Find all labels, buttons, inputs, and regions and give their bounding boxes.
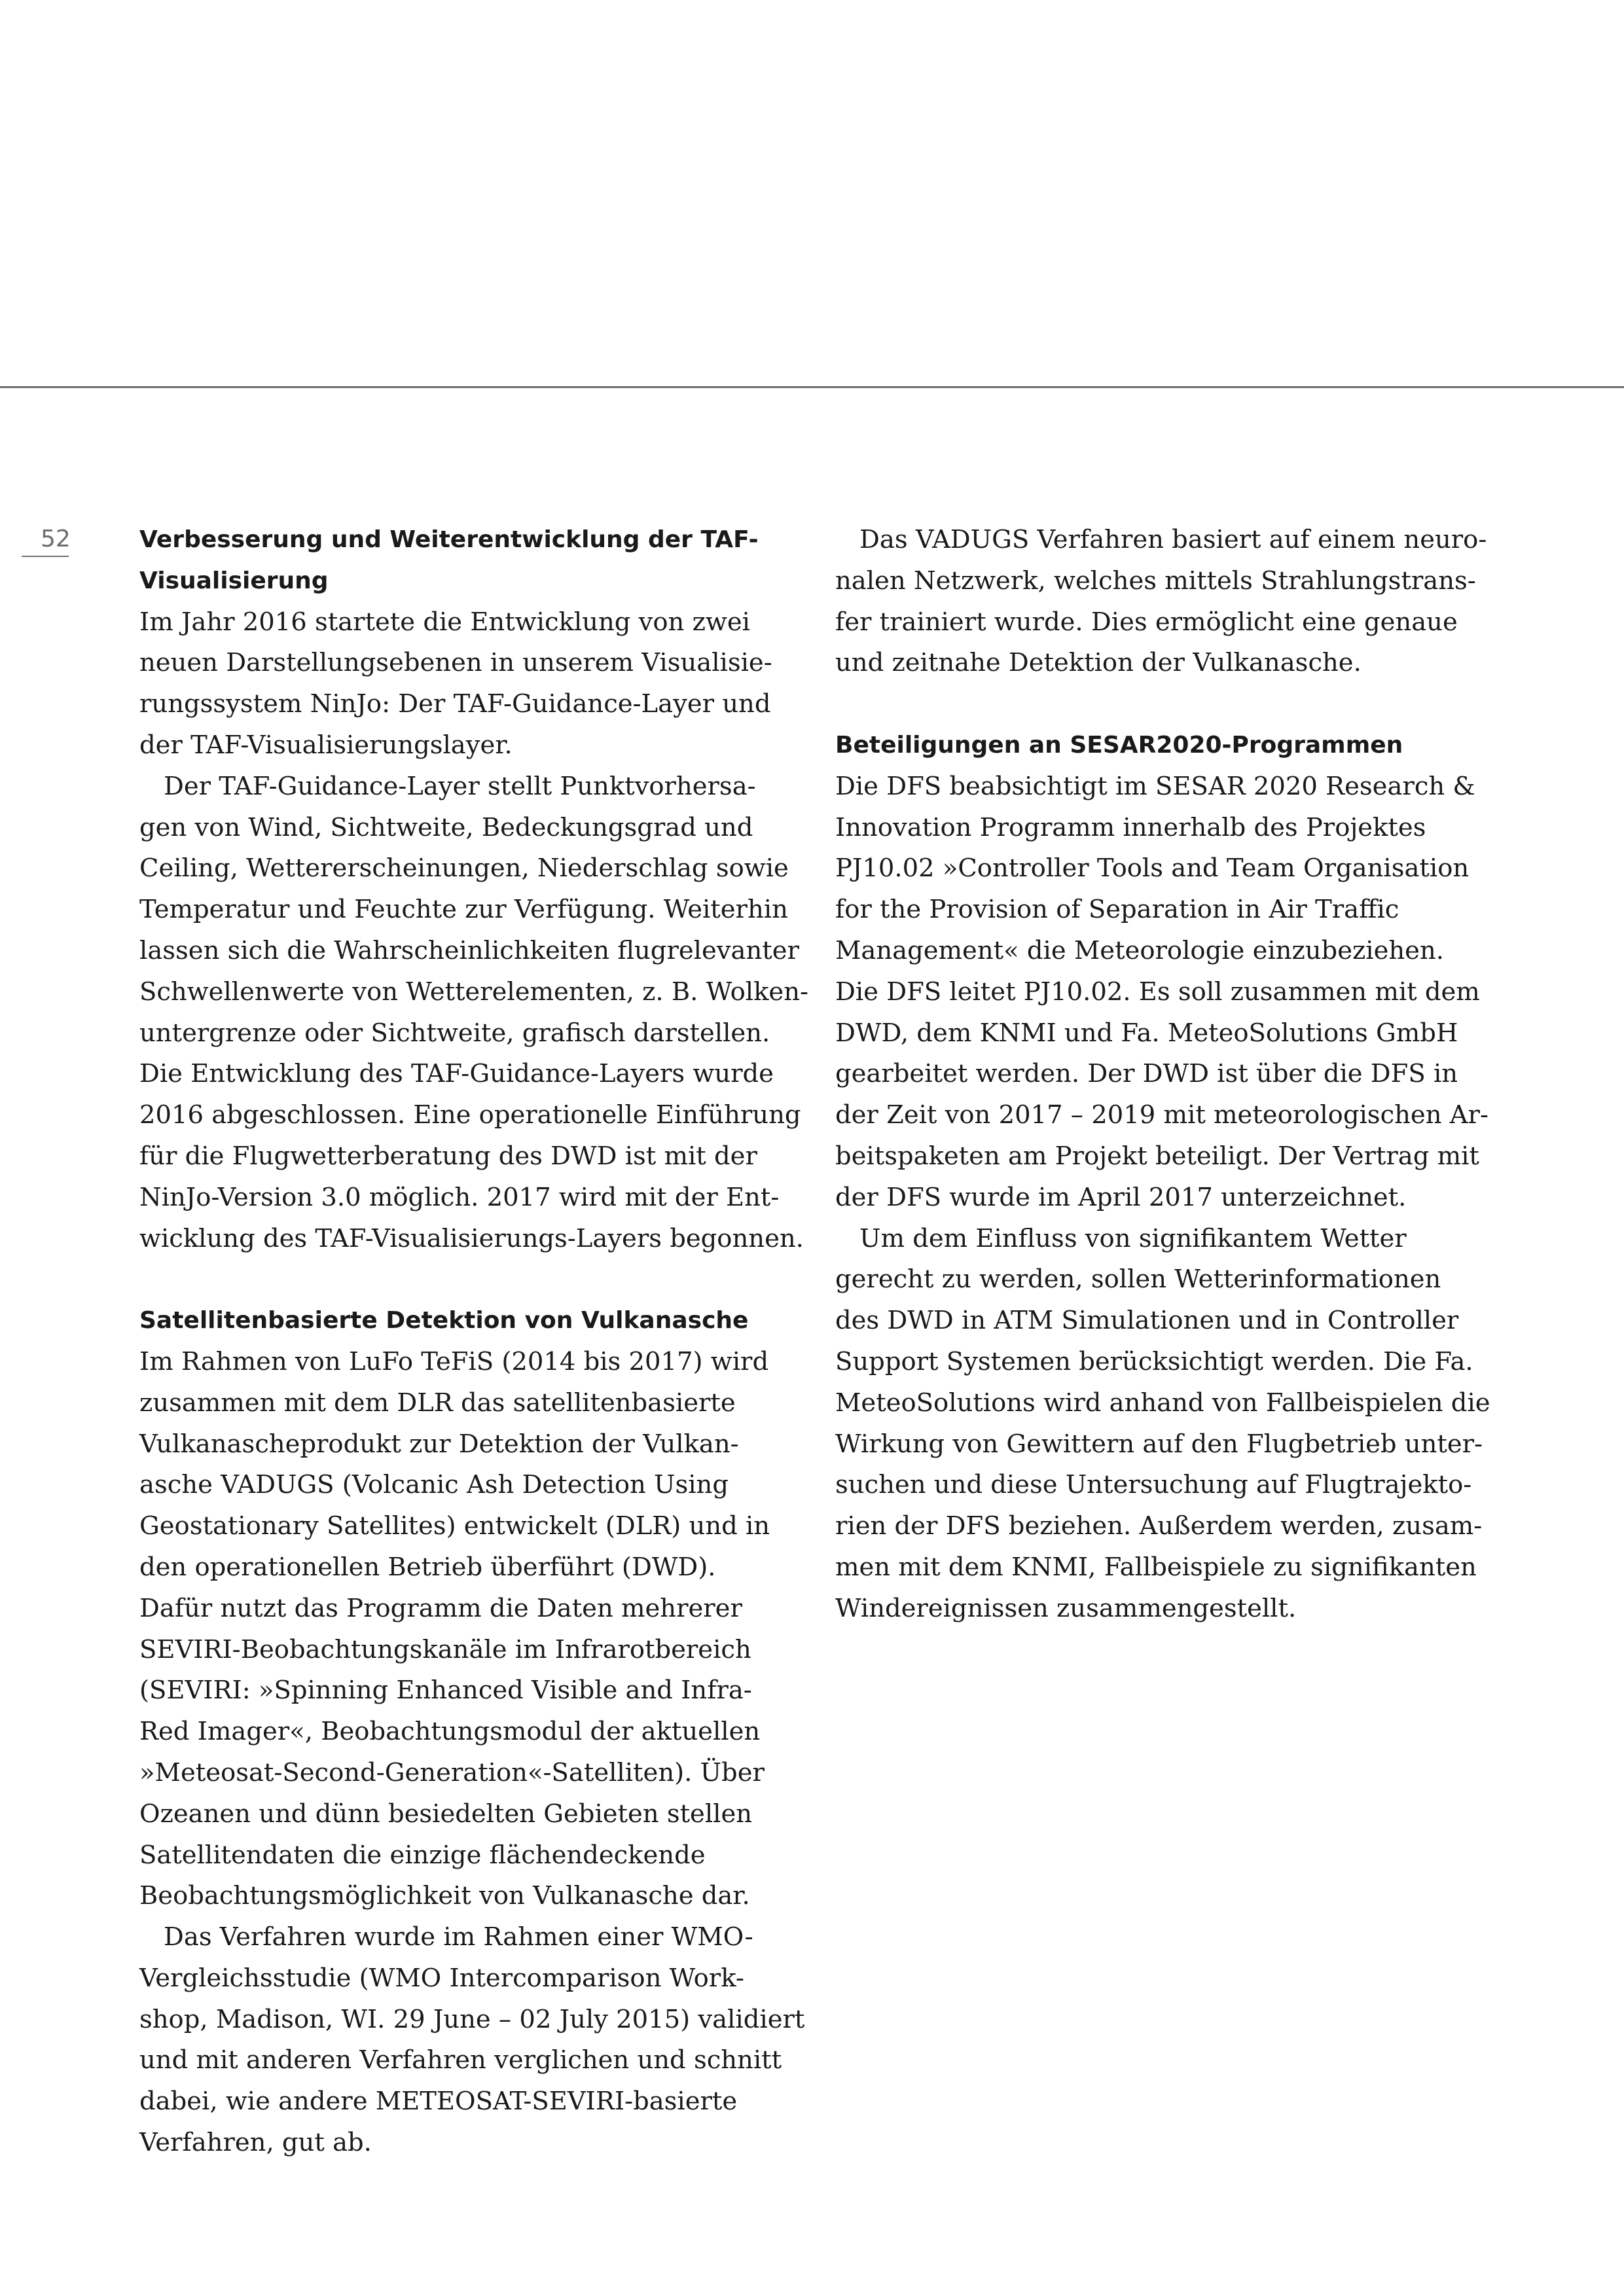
text-line: shop, Madison, WI. 29 June – 02 July 2015) validiert (139, 2004, 805, 2034)
left-column (139, 520, 809, 2164)
text-line: Satellitendaten die einzige flächendeckende (139, 1840, 706, 1870)
header-rule (0, 386, 1624, 388)
text-line: Die DFS leitet PJ10.02. Es soll zusammen mit dem (835, 977, 1480, 1007)
text-line: Das Verfahren wurde im Rahmen einer WMO- (164, 1922, 753, 1952)
paragraph (835, 1219, 1496, 1630)
text-line: wicklung des TAF-Visualisierungs-Layers begonnen. (139, 1223, 804, 1253)
section-spacer (835, 684, 1496, 725)
text-line: Dafür nutzt das Programm die Daten mehrerer (139, 1593, 742, 1623)
section-vulkanasche (139, 1300, 805, 2164)
page-number: 52 (41, 526, 71, 552)
text-line: Ozeanen und dünn besiedelten Gebieten stellen (139, 1799, 753, 1829)
text-line: for the Provision of Separation in Air Traffic (835, 895, 1399, 925)
paragraph-vadugs (835, 520, 1496, 684)
text-line: Im Jahr 2016 startete die Entwicklung von zwei (139, 607, 750, 637)
text-line: Das VADUGS Verfahren basiert auf einem neuro- (859, 525, 1487, 554)
text-line: gearbeitet werden. Der DWD ist über die DFS in (835, 1059, 1458, 1089)
text-line: Die DFS beabsichtigt im SESAR 2020 Research & (835, 771, 1475, 801)
text-line: der TAF-Visualisierungslayer. (139, 730, 513, 760)
text-line: rien der DFS beziehen. Außerdem werden, zusam- (835, 1511, 1483, 1541)
right-column (835, 520, 1496, 1630)
text-line: Geostationary Satellites) entwickelt (DLR) und in (139, 1511, 770, 1541)
text-line: SEVIRI-Beobachtungskanäle im Infrarotbereich (139, 1634, 751, 1664)
text-line: beitspaketen am Projekt beteiligt. Der Vertrag mit (835, 1141, 1479, 1171)
text-line: asche VADUGS (Volcanic Ash Detection Using (139, 1470, 729, 1500)
text-line: gerecht zu werden, sollen Wetterinformationen (835, 1265, 1441, 1295)
text-line: men mit dem KNMI, Fallbeispiele zu signifikanten (835, 1552, 1477, 1582)
paragraph (835, 766, 1496, 1219)
text-line: den operationellen Betrieb überführt (DWD). (139, 1552, 716, 1582)
text-line: zusammen mit dem DLR das satellitenbasierte (139, 1388, 736, 1418)
text-line: 2016 abgeschlossen. Eine operationelle Einführung (139, 1100, 801, 1130)
text-line: Um dem Einfluss von signifikantem Wetter (859, 1223, 1407, 1253)
section-heading-line: Visualisierung (139, 567, 329, 594)
text-line: fer trainiert wurde. Dies ermöglicht eine genaue (835, 607, 1458, 637)
text-line: Vergleichsstudie (WMO Intercomparison Work- (139, 1963, 744, 1993)
text-line: PJ10.02 »Controller Tools and Team Organisation (835, 853, 1470, 884)
section-heading-line: Beteiligungen an SESAR2020-Programmen (835, 731, 1403, 759)
text-line: Der TAF-Guidance-Layer stellt Punktvorhersa- (164, 771, 756, 801)
text-line: des DWD in ATM Simulationen und in Controller (835, 1306, 1459, 1336)
section-taf-visualisierung (139, 520, 809, 1259)
text-line: für die Flugwetterberatung des DWD ist mit der (139, 1141, 757, 1171)
text-line: MeteoSolutions wird anhand von Fallbeispielen die (835, 1388, 1490, 1418)
text-line: Innovation Programm innerhalb des Projektes (835, 812, 1426, 842)
text-line: Support Systemen berücksichtigt werden. Die Fa. (835, 1346, 1473, 1376)
text-line: und zeitnahe Detektion der Vulkanasche. (835, 648, 1362, 678)
section-spacer (139, 1259, 801, 1300)
text-line: untergrenze oder Sichtweite, grafisch darstellen. (139, 1018, 770, 1048)
text-line: suchen und diese Untersuchung auf Flugtrajekto- (835, 1470, 1472, 1500)
text-line: Im Rahmen von LuFo TeFiS (2014 bis 2017) wird (139, 1346, 769, 1376)
text-line: Management« die Meteorologie einzubeziehen. (835, 935, 1444, 965)
text-line: Verfahren, gut ab. (139, 2128, 372, 2158)
text-line: nalen Netzwerk, welches mittels Strahlungstrans- (835, 565, 1476, 596)
text-line: Vulkanascheprodukt zur Detektion der Vulkan- (139, 1429, 739, 1459)
text-line: Schwellenwerte von Wetterelementen, z. B. Wolken- (139, 977, 809, 1007)
paragraph (139, 766, 809, 1260)
text-line: DWD, dem KNMI und Fa. MeteoSolutions GmbH (835, 1018, 1458, 1048)
text-line: gen von Wind, Sichtweite, Bedeckungsgrad und (139, 812, 753, 842)
text-line: dabei, wie andere METEOSAT-SEVIRI-basierte (139, 2087, 738, 2117)
section-heading-line: Verbesserung und Weiterentwicklung der TAF- (139, 526, 759, 553)
text-line: der DFS wurde im April 2017 unterzeichnet. (835, 1182, 1407, 1212)
text-line: (SEVIRI: »Spinning Enhanced Visible and Infra- (139, 1676, 752, 1706)
text-line: und mit anderen Verfahren verglichen und schnitt (139, 2045, 782, 2075)
text-line: lassen sich die Wahrscheinlichkeiten flugrelevanter (139, 935, 799, 965)
text-line: der Zeit von 2017 – 2019 mit meteorologischen Ar- (835, 1100, 1489, 1130)
text-line: Windereignissen zusammengestellt. (835, 1593, 1297, 1623)
text-line: Red Imager«, Beobachtungsmodul der aktuellen (139, 1717, 761, 1747)
section-heading-line: Satellitenbasierte Detektion von Vulkanasche (139, 1307, 749, 1335)
page-number-underline (22, 556, 69, 557)
section-sesar2020 (835, 725, 1496, 1630)
text-line: Die Entwicklung des TAF-Guidance-Layers wurde (139, 1059, 774, 1089)
text-line: Beobachtungsmöglichkeit von Vulkanasche dar. (139, 1881, 750, 1911)
text-line: rungssystem NinJo: Der TAF-Guidance-Layer und (139, 689, 771, 719)
text-line: Ceiling, Wettererscheinungen, Niederschlag sowie (139, 853, 789, 884)
text-line: neuen Darstellungsebenen in unserem Visualisie- (139, 648, 772, 678)
paragraph (139, 1342, 801, 1917)
paragraph (139, 602, 801, 766)
text-line: Wirkung von Gewittern auf den Flugbetrieb unter- (835, 1429, 1483, 1459)
text-line: »Meteosat-Second-Generation«-Satelliten). Über (139, 1757, 765, 1787)
text-line: NinJo-Version 3.0 möglich. 2017 wird mit der Ent- (139, 1182, 780, 1212)
text-line: Temperatur und Feuchte zur Verfügung. Weiterhin (139, 895, 788, 925)
paragraph (139, 1917, 805, 2164)
